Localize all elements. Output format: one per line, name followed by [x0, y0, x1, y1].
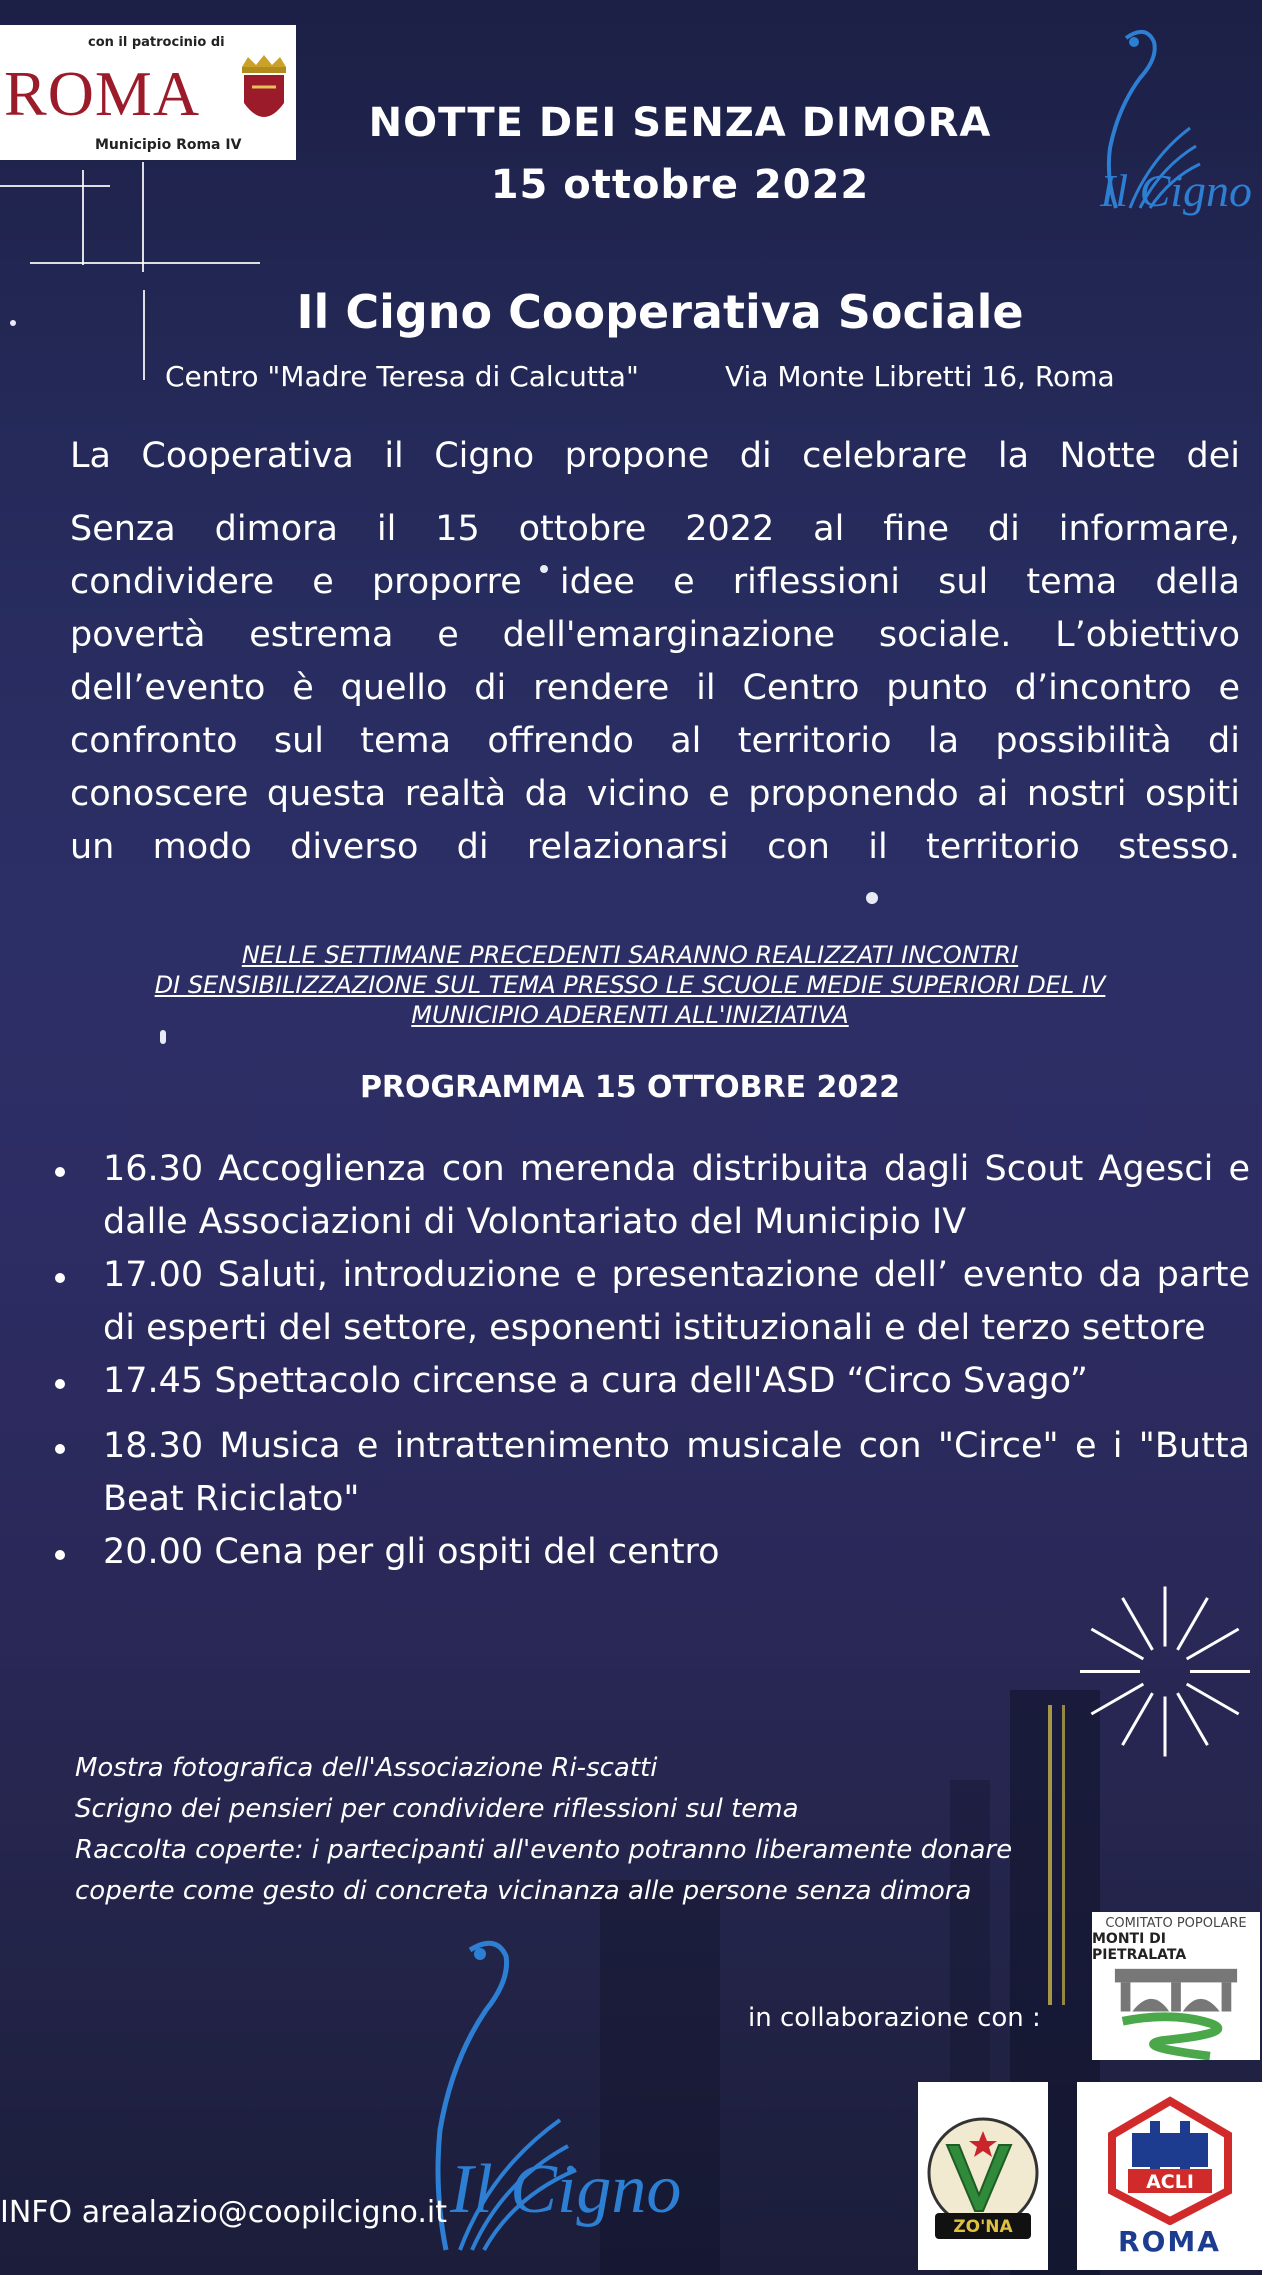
event-title: NOTTE DEI SENZA DIMORA — [368, 100, 992, 146]
intro-line: La Cooperativa il Cigno propone di celebrare la Notte dei — [70, 436, 1240, 476]
patronage-header: con il patrocinio di — [88, 35, 225, 50]
program-list — [55, 1143, 1250, 1579]
right-edge-margin — [1262, 0, 1280, 2275]
building-light — [1062, 1705, 1065, 2005]
notice-line: DI SENSIBILIZZAZIONE SUL TEMA PRESSO LE SCUOLE MEDIE SUPERIORI DEL IV — [154, 971, 1106, 999]
building-light — [1048, 1705, 1052, 2005]
program-item: 18.30 Musica e intrattenimento musicale con "Circe" e i "Butta Beat Riciclato" — [55, 1420, 1250, 1526]
note-line: Raccolta coperte: i partecipanti all'evento potranno liberamente donare — [75, 1835, 1013, 1865]
event-date: 15 ottobre 2022 — [490, 162, 870, 208]
intro-line: Senza dimora il 15 ottobre 2022 al fine di informare, — [70, 509, 1240, 549]
organization-name: Il Cigno Cooperativa Sociale — [296, 285, 1024, 339]
zona-logo — [918, 2082, 1048, 2270]
notice-line: MUNICIPIO ADERENTI ALL'INIZIATIVA — [411, 1001, 849, 1029]
patronage-city: ROMA — [4, 58, 201, 129]
acli-emblem-icon — [1100, 2095, 1240, 2225]
program-item: 16.30 Accoglienza con merenda distribuita dagli Scout Agesci e dalle Associazioni di Volontariato del Municipio IV — [55, 1143, 1250, 1249]
intro-line: condividere e proporre idee e riflessioni sul tema della — [70, 562, 1240, 602]
intro-line: povertà estrema e dell'emarginazione sociale. L’obiettivo — [70, 615, 1240, 655]
center-name: Centro "Madre Teresa di Calcutta" — [165, 360, 639, 393]
roma-patronage-logo — [0, 25, 296, 160]
star-dot — [866, 892, 878, 904]
patronage-municipio: Municipio Roma IV — [95, 137, 242, 153]
cross-decoration — [142, 162, 144, 272]
comitato-line2: MONTI DI PIETRALATA — [1092, 1931, 1187, 1963]
comitato-line1: COMITATO POPOLARE — [1105, 1916, 1247, 1931]
program-item: 17.00 Saluti, introduzione e presentazione dell’ evento da parte di esperti del settore, esponenti istituzionali e del terzo settore — [55, 1249, 1250, 1355]
star-dot — [10, 320, 16, 326]
center-address: Via Monte Libretti 16, Roma — [725, 360, 1115, 393]
note-line: Scrigno dei pensieri per condividere riflessioni sul tema — [75, 1794, 799, 1824]
cross-decoration — [0, 185, 110, 187]
intro-line: un modo diverso di relazionarsi con il territorio stesso. — [70, 827, 1240, 867]
cross-decoration — [143, 290, 145, 380]
acli-text: ACLI — [1145, 2170, 1194, 2193]
program-item: 17.45 Spettacolo circense a cura dell'ASD “Circo Svago” — [55, 1355, 1250, 1408]
program-item: 20.00 Cena per gli ospiti del centro — [55, 1526, 1250, 1579]
collaboration-label: in collaborazione con : — [748, 2003, 1041, 2033]
info-email: INFO arealazio@coopilcigno.it — [0, 2195, 448, 2230]
note-line: coperte come gesto di concreta vicinanza alle persone senza dimora — [75, 1876, 972, 1906]
star-dot — [160, 1030, 166, 1044]
zona-text: ZO'NA — [953, 2217, 1013, 2237]
notes-block — [75, 1748, 1012, 1912]
acli-logo — [1077, 2082, 1262, 2270]
cigno-logo-text-top: Il Cigno — [1100, 165, 1253, 216]
acli-city: ROMA — [1118, 2224, 1221, 2258]
note-line: Mostra fotografica dell'Associazione Ri-scatti — [75, 1753, 658, 1783]
cross-decoration — [30, 262, 260, 264]
comitato-logo — [1092, 1912, 1260, 2060]
program-title: PROGRAMMA 15 OTTOBRE 2022 — [359, 1070, 901, 1105]
cigno-logo-text-bottom: Il Cigno — [450, 2151, 682, 2228]
cross-decoration — [82, 170, 84, 265]
intro-line: dell’evento è quello di rendere il Centro punto d’incontro e — [70, 668, 1240, 708]
zona-emblem-icon — [923, 2101, 1043, 2251]
intro-line: confronto sul tema offrendo al territorio la possibilità di — [70, 721, 1240, 761]
notice-line: NELLE SETTIMANE PRECEDENTI SARANNO REALIZZATI INCONTRI — [241, 941, 1019, 969]
intro-line: conoscere questa realtà da vicino e proponendo ai nostri ospiti — [70, 774, 1240, 814]
bridge-river-icon — [1101, 1963, 1251, 2060]
cigno-logo-top — [1070, 18, 1262, 233]
